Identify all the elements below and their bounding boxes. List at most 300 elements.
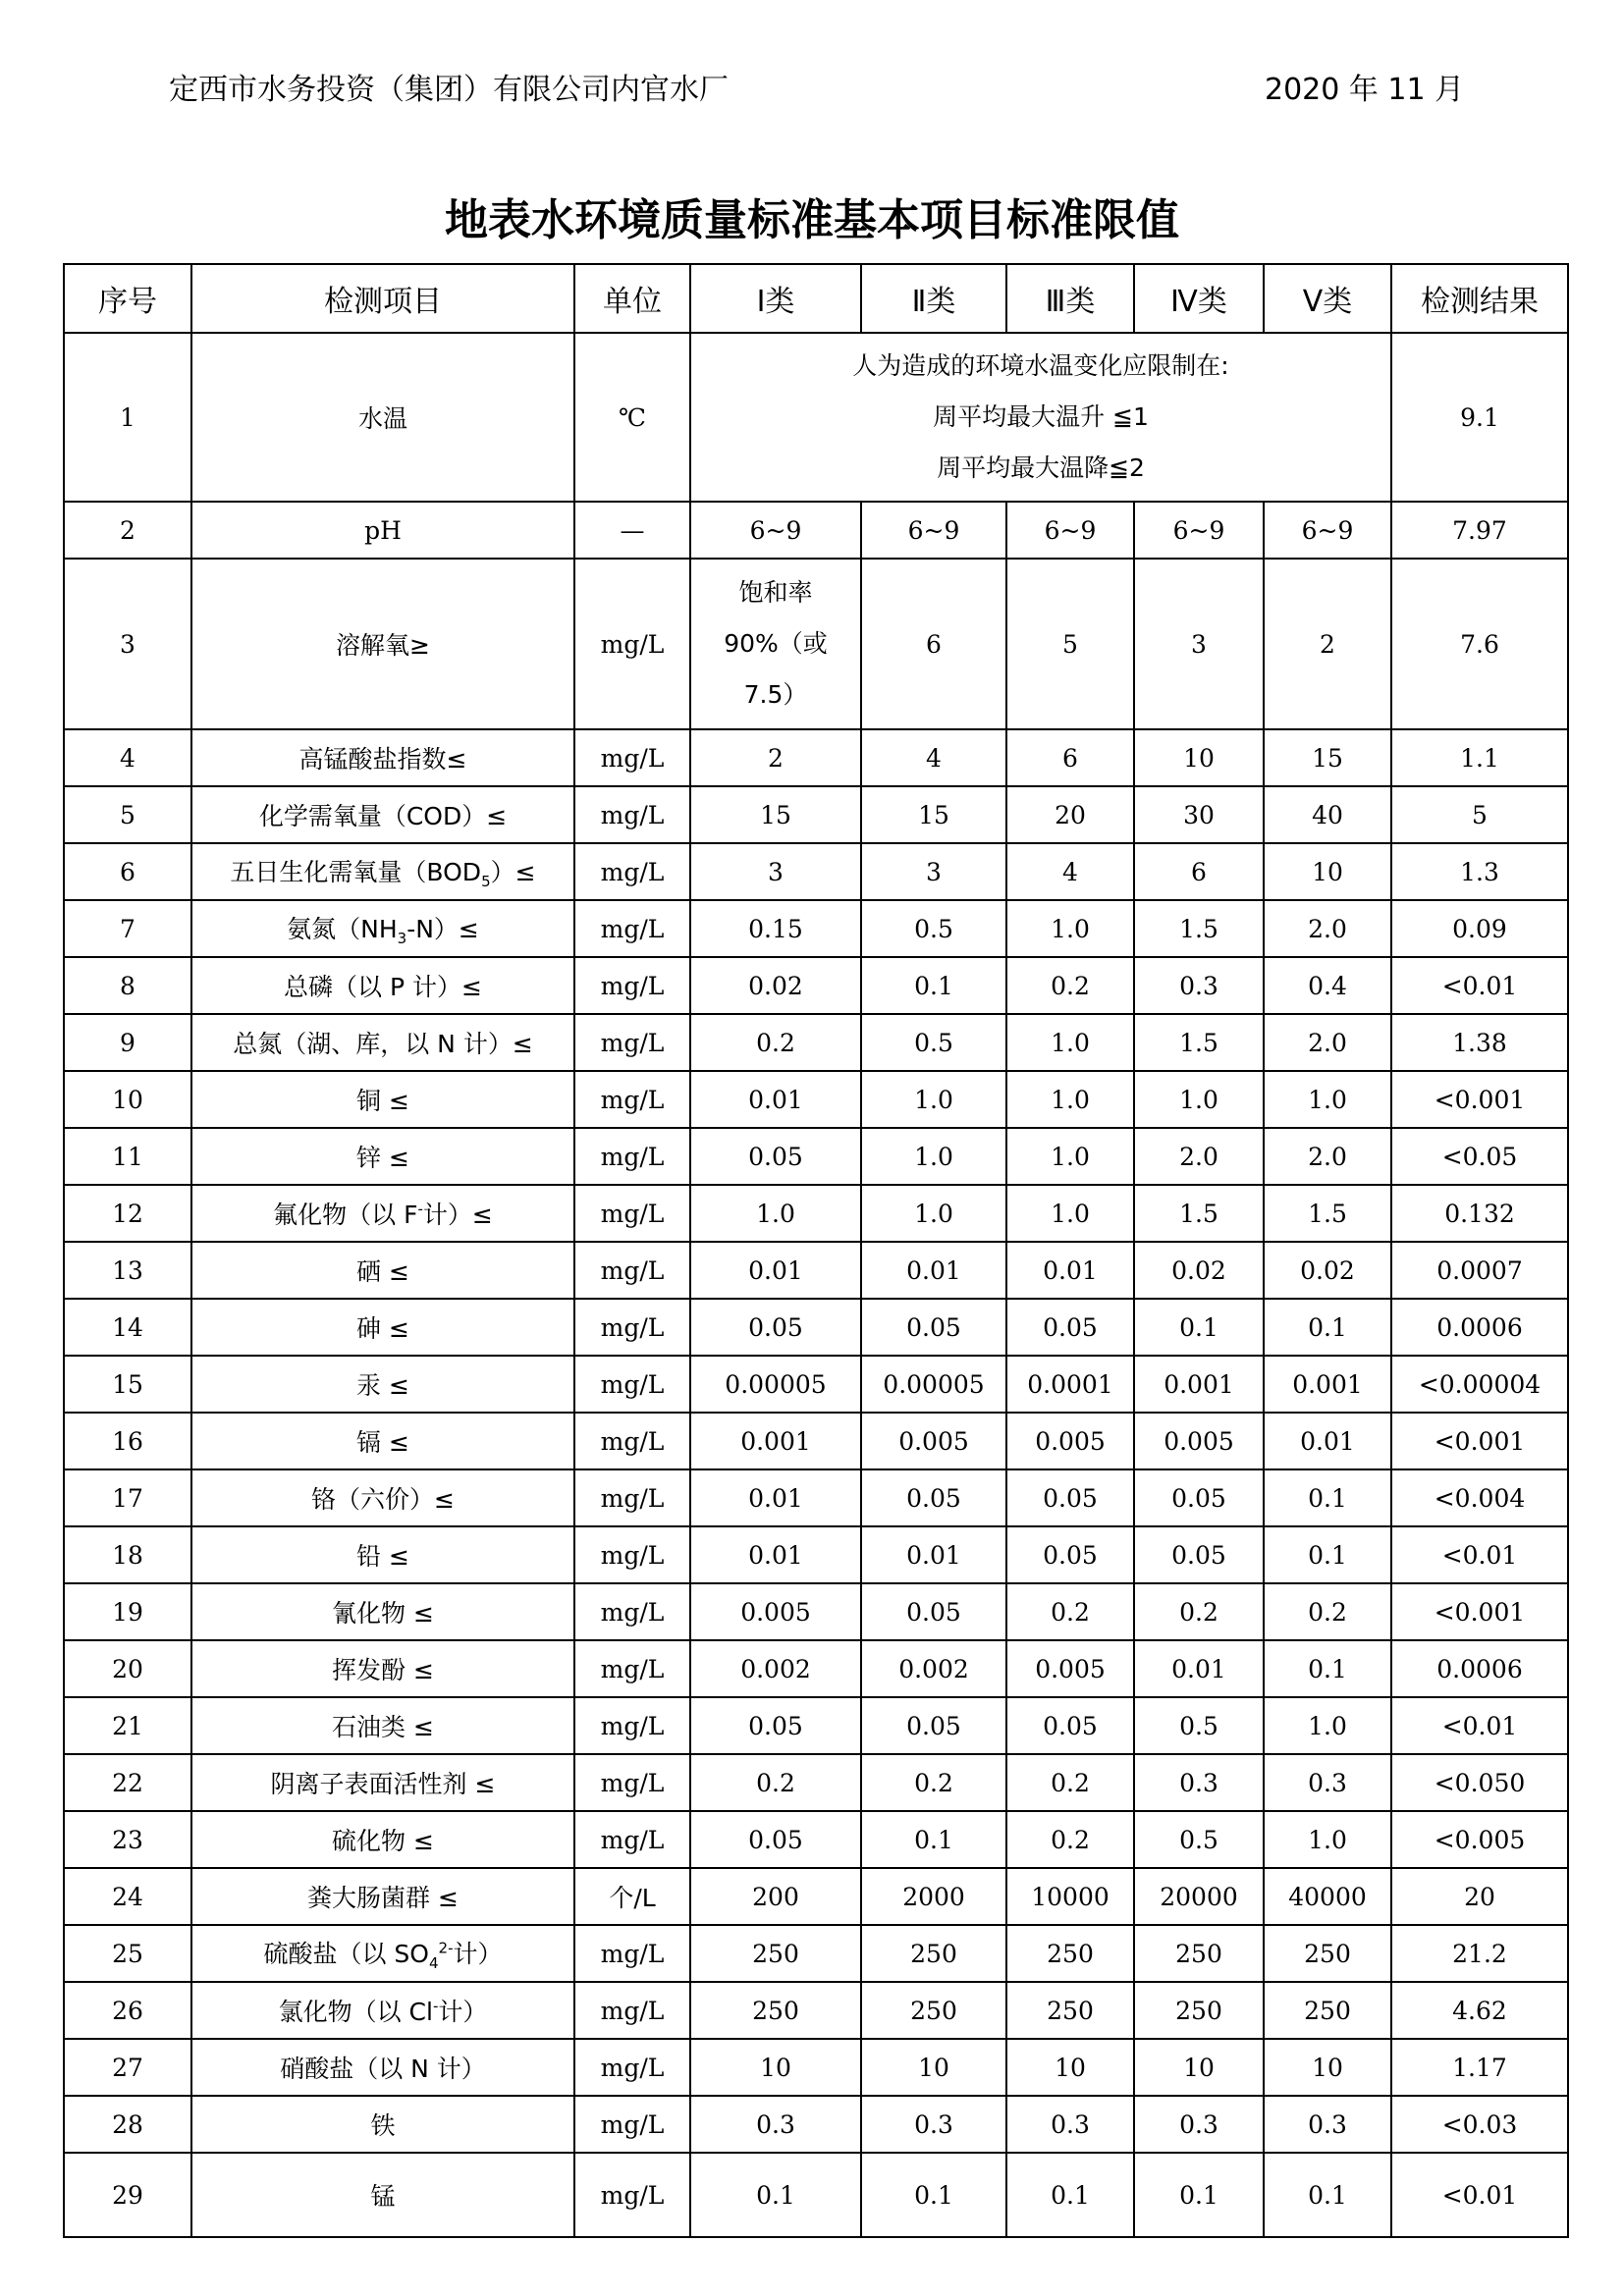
row-no: 27 — [64, 2039, 191, 2096]
row-no: 12 — [64, 1185, 191, 1242]
row-class-5: 15 — [1264, 729, 1391, 786]
organization-name: 定西市水务投资（集团）有限公司内官水厂 — [169, 73, 729, 107]
row-unit: mg/L — [574, 1583, 690, 1640]
row-item: 锰 — [191, 2153, 574, 2237]
row-class-5: 250 — [1264, 1982, 1391, 2039]
row-no: 11 — [64, 1128, 191, 1185]
row-class-3: 1.0 — [1006, 1128, 1134, 1185]
row-class-5: 1.5 — [1264, 1185, 1391, 1242]
row-no: 28 — [64, 2096, 191, 2153]
row-unit: mg/L — [574, 2039, 690, 2096]
row-class-1: 0.001 — [690, 1413, 861, 1469]
table-row — [64, 1299, 1568, 1356]
table-row — [64, 1583, 1568, 1640]
row-class-4: 10 — [1134, 2039, 1264, 2096]
row-unit: mg/L — [574, 559, 690, 729]
table-row — [64, 559, 1568, 729]
row-class-3: 0.05 — [1006, 1299, 1134, 1356]
row-result: <0.001 — [1391, 1071, 1568, 1128]
row-class-2: 6~9 — [861, 502, 1006, 559]
row-class-3: 0.0001 — [1006, 1356, 1134, 1413]
row-no: 24 — [64, 1868, 191, 1925]
row-class-4: 0.5 — [1134, 1697, 1264, 1754]
row-class-5: 2.0 — [1264, 900, 1391, 957]
class-1-line: 90%（或 — [724, 629, 828, 658]
row-class-3: 1.0 — [1006, 900, 1134, 957]
row-class-2: 0.5 — [861, 1014, 1006, 1071]
table-row — [64, 1640, 1568, 1697]
row-class-4: 3 — [1134, 559, 1264, 729]
row-unit: mg/L — [574, 1413, 690, 1469]
row-class-2: 0.01 — [861, 1526, 1006, 1583]
row-class-2: 0.05 — [861, 1583, 1006, 1640]
row-class-2: 4 — [861, 729, 1006, 786]
row-unit: mg/L — [574, 1754, 690, 1811]
row-unit: mg/L — [574, 1640, 690, 1697]
row-unit: mg/L — [574, 957, 690, 1014]
class-1-line: 饱和率 — [738, 578, 813, 607]
table-row — [64, 1982, 1568, 2039]
col-header-result: 检测结果 — [1391, 264, 1568, 333]
row-class-3: 4 — [1006, 843, 1134, 900]
row-class-1: 0.3 — [690, 2096, 861, 2153]
row-item: 水温 — [191, 333, 574, 502]
row-item — [191, 900, 574, 957]
row-result: 4.62 — [1391, 1982, 1568, 2039]
row-class-3: 0.2 — [1006, 1754, 1134, 1811]
row-class-4: 0.3 — [1134, 957, 1264, 1014]
col-header-item: 检测项目 — [191, 264, 574, 333]
row-result: <0.05 — [1391, 1128, 1568, 1185]
row-item — [191, 843, 574, 900]
row-item: 砷 ≤ — [191, 1299, 574, 1356]
row-class-2: 6 — [861, 559, 1006, 729]
row-class-2: 0.002 — [861, 1640, 1006, 1697]
item-text: 计）≤ — [422, 1201, 493, 1229]
row-unit: mg/L — [574, 1128, 690, 1185]
row-item: 石油类 ≤ — [191, 1697, 574, 1754]
row-item: 总氮（湖、库，以 N 计）≤ — [191, 1014, 574, 1071]
row-class-3: 10 — [1006, 2039, 1134, 2096]
row-item: 挥发酚 ≤ — [191, 1640, 574, 1697]
table-row — [64, 1356, 1568, 1413]
row-class-1: 0.05 — [690, 1811, 861, 1868]
table-row — [64, 900, 1568, 957]
col-header-class-4: Ⅳ类 — [1134, 264, 1264, 333]
row-class-2: 3 — [861, 843, 1006, 900]
row-class-5: 40 — [1264, 786, 1391, 843]
row-class-4: 0.05 — [1134, 1469, 1264, 1526]
row-unit: mg/L — [574, 1697, 690, 1754]
row-class-3: 20 — [1006, 786, 1134, 843]
item-text: 氟化物（以 F — [273, 1201, 418, 1229]
row-class-3: 250 — [1006, 1925, 1134, 1982]
row-class-3: 0.2 — [1006, 957, 1134, 1014]
row-no: 10 — [64, 1071, 191, 1128]
row-class-1: 200 — [690, 1868, 861, 1925]
note-line: 人为造成的环境水温变化应限制在: — [852, 351, 1229, 380]
row-result: 0.09 — [1391, 900, 1568, 957]
row-class-4: 0.2 — [1134, 1583, 1264, 1640]
row-result: <0.01 — [1391, 1697, 1568, 1754]
row-class-5: 10 — [1264, 843, 1391, 900]
row-unit: mg/L — [574, 729, 690, 786]
row-class-1: 0.05 — [690, 1128, 861, 1185]
item-text: 五日生化需氧量（BOD — [230, 858, 482, 886]
row-class-5: 0.01 — [1264, 1413, 1391, 1469]
table-row — [64, 1754, 1568, 1811]
item-text: 计） — [438, 1998, 488, 2026]
row-class-1 — [690, 559, 861, 729]
row-no: 13 — [64, 1242, 191, 1299]
row-class-5: 250 — [1264, 1925, 1391, 1982]
row-no: 25 — [64, 1925, 191, 1982]
row-result: 0.132 — [1391, 1185, 1568, 1242]
row-result: <0.004 — [1391, 1469, 1568, 1526]
row-class-1: 2 — [690, 729, 861, 786]
row-item: 粪大肠菌群 ≤ — [191, 1868, 574, 1925]
row-unit: mg/L — [574, 1469, 690, 1526]
row-class-1: 0.05 — [690, 1299, 861, 1356]
row-no: 2 — [64, 502, 191, 559]
row-class-2: 1.0 — [861, 1071, 1006, 1128]
table-row — [64, 1697, 1568, 1754]
row-class-1: 10 — [690, 2039, 861, 2096]
row-result: 1.1 — [1391, 729, 1568, 786]
row-unit: 个/L — [574, 1868, 690, 1925]
row-no: 19 — [64, 1583, 191, 1640]
table-header-row — [64, 264, 1568, 333]
row-item: 镉 ≤ — [191, 1413, 574, 1469]
row-class-4: 250 — [1134, 1925, 1264, 1982]
row-class-5: 40000 — [1264, 1868, 1391, 1925]
row-no: 23 — [64, 1811, 191, 1868]
row-class-5: 2 — [1264, 559, 1391, 729]
row-unit: mg/L — [574, 786, 690, 843]
row-unit: mg/L — [574, 1356, 690, 1413]
row-no: 17 — [64, 1469, 191, 1526]
table-row — [64, 333, 1568, 502]
item-text: 硫酸盐（以 SO — [263, 1940, 429, 1968]
row-class-2: 0.1 — [861, 2153, 1006, 2237]
row-class-2: 0.005 — [861, 1413, 1006, 1469]
row-class-2: 0.5 — [861, 900, 1006, 957]
row-class-5: 0.1 — [1264, 2153, 1391, 2237]
row-no: 1 — [64, 333, 191, 502]
row-class-3: 1.0 — [1006, 1014, 1134, 1071]
table-row — [64, 2039, 1568, 2096]
row-unit: mg/L — [574, 1982, 690, 2039]
item-subscript: 4 — [428, 1954, 439, 1972]
row-class-3: 0.005 — [1006, 1413, 1134, 1469]
table-row — [64, 1128, 1568, 1185]
table-row — [64, 502, 1568, 559]
row-class-5: 1.0 — [1264, 1811, 1391, 1868]
item-superscript: 2- — [438, 1939, 454, 1957]
row-result: 1.38 — [1391, 1014, 1568, 1071]
row-item: 汞 ≤ — [191, 1356, 574, 1413]
row-unit: mg/L — [574, 1242, 690, 1299]
note-line: 周平均最大温降≦2 — [937, 454, 1145, 482]
row-result: 7.97 — [1391, 502, 1568, 559]
standards-table — [63, 263, 1569, 2238]
col-header-class-1: Ⅰ类 — [690, 264, 861, 333]
table-row — [64, 1469, 1568, 1526]
row-class-3: 1.0 — [1006, 1185, 1134, 1242]
row-class-2: 15 — [861, 786, 1006, 843]
col-header-no: 序号 — [64, 264, 191, 333]
row-class-2: 0.3 — [861, 2096, 1006, 2153]
row-class-4: 1.5 — [1134, 1014, 1264, 1071]
page-title: 地表水环境质量标准基本项目标准限值 — [445, 195, 1179, 245]
row-class-3: 0.1 — [1006, 2153, 1134, 2237]
table-row — [64, 1925, 1568, 1982]
row-unit: mg/L — [574, 900, 690, 957]
item-text: 氨氮（NH — [287, 915, 398, 943]
row-class-3: 0.05 — [1006, 1526, 1134, 1583]
row-class-2: 250 — [861, 1925, 1006, 1982]
note-line: 周平均最大温升 ≦1 — [933, 402, 1149, 431]
table-row — [64, 1868, 1568, 1925]
row-result: 1.3 — [1391, 843, 1568, 900]
row-class-3: 6 — [1006, 729, 1134, 786]
row-class-4: 0.01 — [1134, 1640, 1264, 1697]
row-class-5: 0.3 — [1264, 1754, 1391, 1811]
row-no: 9 — [64, 1014, 191, 1071]
col-header-class-2: Ⅱ类 — [861, 264, 1006, 333]
row-result: <0.00004 — [1391, 1356, 1568, 1413]
row-class-1: 0.00005 — [690, 1356, 861, 1413]
row-item: pH — [191, 502, 574, 559]
row-no: 15 — [64, 1356, 191, 1413]
row-class-4: 30 — [1134, 786, 1264, 843]
row-class-5: 0.1 — [1264, 1469, 1391, 1526]
table-row — [64, 957, 1568, 1014]
row-class-5: 0.3 — [1264, 2096, 1391, 2153]
row-class-1: 0.15 — [690, 900, 861, 957]
row-no: 6 — [64, 843, 191, 900]
row-class-1: 15 — [690, 786, 861, 843]
row-class-3: 0.2 — [1006, 1583, 1134, 1640]
row-no: 20 — [64, 1640, 191, 1697]
report-date: 2020 年 11 月 — [1265, 73, 1465, 107]
row-class-2: 0.2 — [861, 1754, 1006, 1811]
row-no: 3 — [64, 559, 191, 729]
col-header-class-3: Ⅲ类 — [1006, 264, 1134, 333]
item-text: 计） — [453, 1940, 503, 1968]
row-class-4: 0.3 — [1134, 1754, 1264, 1811]
row-class-5: 2.0 — [1264, 1128, 1391, 1185]
row-class-1: 3 — [690, 843, 861, 900]
row-class-3: 5 — [1006, 559, 1134, 729]
row-class-1: 0.005 — [690, 1583, 861, 1640]
row-unit: mg/L — [574, 843, 690, 900]
item-text: -N）≤ — [406, 915, 479, 943]
row-class-1: 250 — [690, 1982, 861, 2039]
row-result: 0.0006 — [1391, 1640, 1568, 1697]
table-row — [64, 1185, 1568, 1242]
row-no: 4 — [64, 729, 191, 786]
row-class-5: 2.0 — [1264, 1014, 1391, 1071]
row-class-1: 0.2 — [690, 1014, 861, 1071]
row-class-2: 0.1 — [861, 957, 1006, 1014]
row-result: 0.0007 — [1391, 1242, 1568, 1299]
row-result: <0.01 — [1391, 957, 1568, 1014]
row-result: 1.17 — [1391, 2039, 1568, 2096]
row-class-3: 0.05 — [1006, 1469, 1134, 1526]
row-unit: mg/L — [574, 1925, 690, 1982]
row-class-5: 0.1 — [1264, 1640, 1391, 1697]
row-unit: mg/L — [574, 1185, 690, 1242]
row-class-4: 0.1 — [1134, 2153, 1264, 2237]
row-result: <0.001 — [1391, 1583, 1568, 1640]
item-superscript: - — [417, 1200, 423, 1218]
row-no: 18 — [64, 1526, 191, 1583]
row-result: 0.0006 — [1391, 1299, 1568, 1356]
row-unit: ℃ — [574, 333, 690, 502]
row-class-1: 6~9 — [690, 502, 861, 559]
row-class-4: 1.5 — [1134, 1185, 1264, 1242]
row-result: 9.1 — [1391, 333, 1568, 502]
row-class-3: 1.0 — [1006, 1071, 1134, 1128]
row-class-2: 250 — [861, 1982, 1006, 2039]
row-class-3: 0.01 — [1006, 1242, 1134, 1299]
row-item: 铜 ≤ — [191, 1071, 574, 1128]
row-item: 硝酸盐（以 N 计） — [191, 2039, 574, 2096]
row-class-4: 1.0 — [1134, 1071, 1264, 1128]
row-class-3: 0.3 — [1006, 2096, 1134, 2153]
row-no: 29 — [64, 2153, 191, 2237]
row-class-3: 0.05 — [1006, 1697, 1134, 1754]
row-no: 22 — [64, 1754, 191, 1811]
row-class-4: 10 — [1134, 729, 1264, 786]
row-class-5: 10 — [1264, 2039, 1391, 2096]
row-class-1: 0.2 — [690, 1754, 861, 1811]
row-unit: mg/L — [574, 1014, 690, 1071]
row-unit: mg/L — [574, 1071, 690, 1128]
row-result: 7.6 — [1391, 559, 1568, 729]
row-class-3: 0.2 — [1006, 1811, 1134, 1868]
row-class-2: 0.05 — [861, 1469, 1006, 1526]
row-no: 5 — [64, 786, 191, 843]
table-row — [64, 1526, 1568, 1583]
row-class-3: 0.005 — [1006, 1640, 1134, 1697]
row-no: 14 — [64, 1299, 191, 1356]
row-class-4: 20000 — [1134, 1868, 1264, 1925]
col-header-class-5: Ⅴ类 — [1264, 264, 1391, 333]
row-class-4: 250 — [1134, 1982, 1264, 2039]
row-class-5: 6~9 — [1264, 502, 1391, 559]
row-class-5: 0.001 — [1264, 1356, 1391, 1413]
row-no: 16 — [64, 1413, 191, 1469]
row-unit: mg/L — [574, 2096, 690, 2153]
row-item: 铬（六价）≤ — [191, 1469, 574, 1526]
col-header-unit: 单位 — [574, 264, 690, 333]
row-class-4: 0.1 — [1134, 1299, 1264, 1356]
row-no: 8 — [64, 957, 191, 1014]
table-row — [64, 1413, 1568, 1469]
row-unit: mg/L — [574, 1526, 690, 1583]
row-class-2: 2000 — [861, 1868, 1006, 1925]
row-class-1: 0.01 — [690, 1526, 861, 1583]
row-class-2: 0.05 — [861, 1299, 1006, 1356]
row-item — [191, 1185, 574, 1242]
table-row — [64, 786, 1568, 843]
row-class-1: 0.01 — [690, 1469, 861, 1526]
row-class-1: 0.002 — [690, 1640, 861, 1697]
row-class-4: 6~9 — [1134, 502, 1264, 559]
table-row — [64, 2096, 1568, 2153]
row-class-4: 0.02 — [1134, 1242, 1264, 1299]
row-item: 硫化物 ≤ — [191, 1811, 574, 1868]
row-class-5: 1.0 — [1264, 1071, 1391, 1128]
table-row — [64, 729, 1568, 786]
row-class-1: 250 — [690, 1925, 861, 1982]
row-class-1: 0.01 — [690, 1242, 861, 1299]
row-result: <0.005 — [1391, 1811, 1568, 1868]
row-item: 铁 — [191, 2096, 574, 2153]
row-unit: mg/L — [574, 1299, 690, 1356]
row-class-4: 2.0 — [1134, 1128, 1264, 1185]
row-unit: mg/L — [574, 1811, 690, 1868]
row-unit: — — [574, 502, 690, 559]
table-row — [64, 1811, 1568, 1868]
row-item: 总磷（以 P 计）≤ — [191, 957, 574, 1014]
row-class-2: 0.1 — [861, 1811, 1006, 1868]
item-subscript: 3 — [397, 930, 407, 947]
row-item — [191, 1925, 574, 1982]
row-class-1: 0.1 — [690, 2153, 861, 2237]
row-class-5: 0.1 — [1264, 1526, 1391, 1583]
row-class-3: 250 — [1006, 1982, 1134, 2039]
row-class-5: 0.02 — [1264, 1242, 1391, 1299]
row-class-4: 0.5 — [1134, 1811, 1264, 1868]
row-result: <0.01 — [1391, 1526, 1568, 1583]
table-row — [64, 1014, 1568, 1071]
table-row — [64, 843, 1568, 900]
row-class-2: 0.05 — [861, 1697, 1006, 1754]
row-class-4: 0.001 — [1134, 1356, 1264, 1413]
row-result: <0.001 — [1391, 1413, 1568, 1469]
row-class-5: 0.1 — [1264, 1299, 1391, 1356]
row-result: <0.050 — [1391, 1754, 1568, 1811]
row-class-5: 0.2 — [1264, 1583, 1391, 1640]
row-class-3: 10000 — [1006, 1868, 1134, 1925]
row-result: <0.01 — [1391, 2153, 1568, 2237]
row-class-4: 0.3 — [1134, 2096, 1264, 2153]
row-class-4: 0.05 — [1134, 1526, 1264, 1583]
row-no: 7 — [64, 900, 191, 957]
row-item: 阴离子表面活性剂 ≤ — [191, 1754, 574, 1811]
row-item: 氰化物 ≤ — [191, 1583, 574, 1640]
row-class-2: 1.0 — [861, 1185, 1006, 1242]
row-item: 高锰酸盐指数≤ — [191, 729, 574, 786]
item-subscript: 5 — [481, 873, 491, 890]
table-row — [64, 1242, 1568, 1299]
row-class-4: 1.5 — [1134, 900, 1264, 957]
class-1-line: 7.5） — [743, 680, 808, 709]
row-result: 5 — [1391, 786, 1568, 843]
row-no: 26 — [64, 1982, 191, 2039]
row-result: 20 — [1391, 1868, 1568, 1925]
row-class-2: 1.0 — [861, 1128, 1006, 1185]
row-class-2: 0.00005 — [861, 1356, 1006, 1413]
row-result: 21.2 — [1391, 1925, 1568, 1982]
row-class-5: 0.4 — [1264, 957, 1391, 1014]
row-class-4: 0.005 — [1134, 1413, 1264, 1469]
item-text: ）≤ — [490, 858, 536, 886]
row-unit: mg/L — [574, 2153, 690, 2237]
